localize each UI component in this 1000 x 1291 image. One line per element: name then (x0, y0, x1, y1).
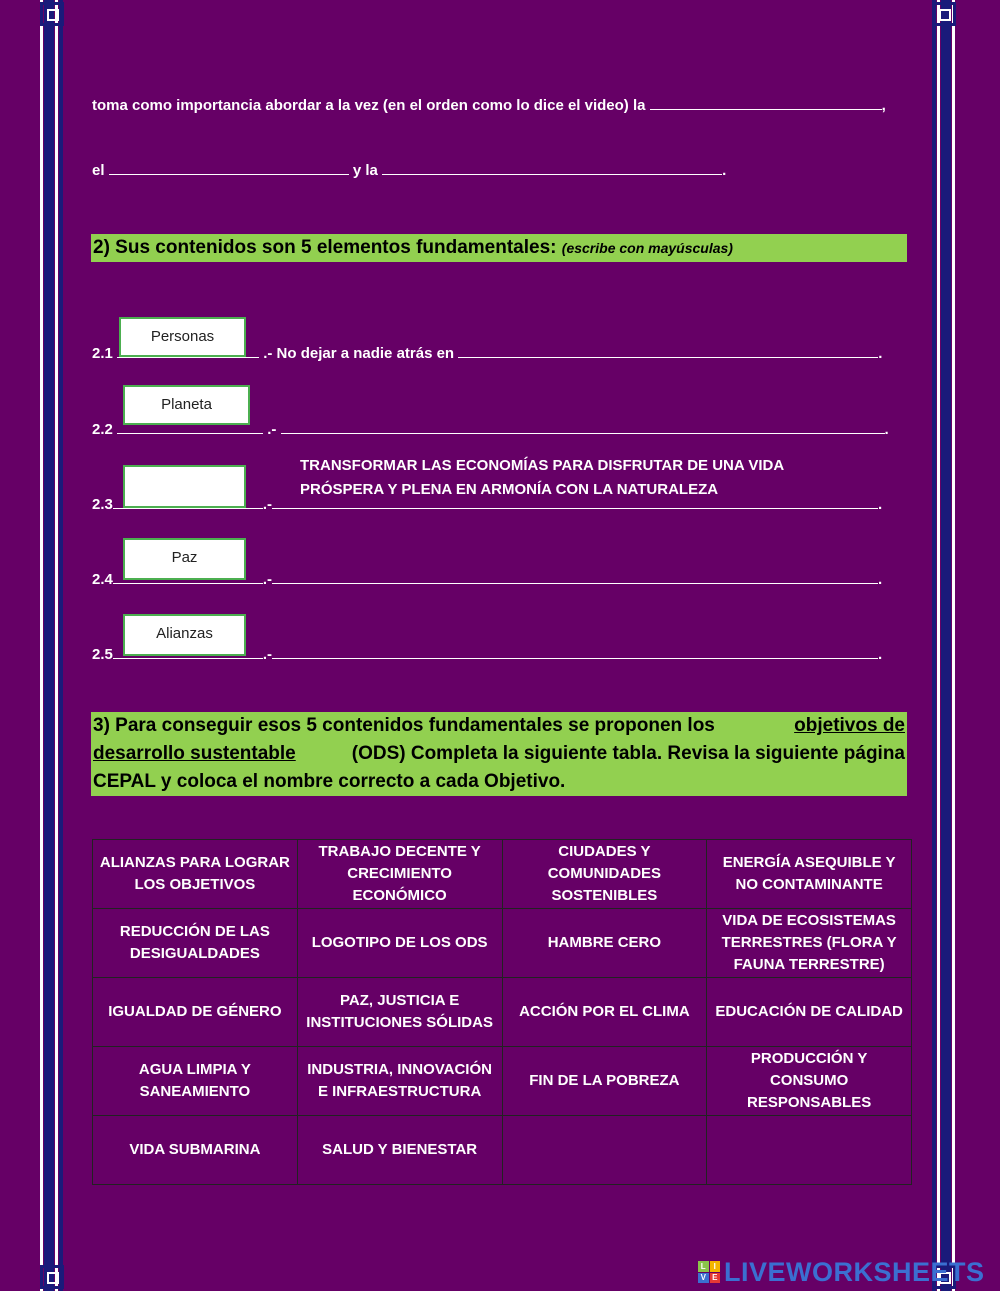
answer-box-2-5[interactable]: Alianzas (123, 614, 246, 656)
instruction-text: (ODS) Completa la siguiente tabla. Revisa la siguiente página (351, 743, 905, 764)
fill-blank (117, 419, 263, 434)
intro-text: y la (352, 162, 378, 179)
punctuation: . (878, 345, 883, 362)
item-2-1 (92, 343, 882, 362)
intro-text: toma como importancia abordar a la vez (en el orden como lo dice el video) la (92, 97, 646, 114)
fill-blank[interactable] (272, 569, 878, 584)
section-title-text: 2) Sus contenidos son 5 elementos fundamentales: (93, 237, 557, 258)
item-number: 2.5 (92, 646, 113, 663)
table-cell[interactable] (707, 1116, 912, 1185)
table-cell: VIDA DE ECOSISTEMAS TERRESTRES (FLORA Y FAUNA TERRESTRE) (707, 909, 912, 978)
fill-blank[interactable] (458, 343, 878, 358)
fill-blank[interactable] (650, 95, 882, 110)
item-2-5 (92, 644, 882, 663)
section-3-line-3: CEPAL y coloca el nombre correcto a cada Objetivo. (93, 771, 566, 792)
underlined-term: desarrollo sustentable (93, 743, 296, 764)
table-cell: EDUCACIÓN DE CALIDAD (707, 978, 912, 1047)
intro-line-2 (92, 160, 726, 179)
table-row (93, 840, 912, 909)
table-row (93, 978, 912, 1047)
table-cell: IGUALDAD DE GÉNERO (93, 978, 298, 1047)
section-3-line-2 (93, 740, 905, 768)
table-row (93, 1047, 912, 1116)
badge-letter: I (710, 1261, 721, 1272)
item-separator: .- (262, 496, 273, 513)
ods-table (92, 839, 912, 1185)
table-cell: CIUDADES Y COMUNIDADES SOSTENIBLES (502, 840, 707, 909)
fill-blank (113, 644, 263, 659)
table-row (93, 1116, 912, 1185)
item-separator: .- (262, 646, 273, 663)
item-2-3-description-1: TRANSFORMAR LAS ECONOMÍAS PARA DISFRUTAR DE UNA VIDA (300, 457, 785, 474)
instruction-text: 3) Para conseguir esos 5 contenidos fundamentales se proponen los (93, 715, 715, 736)
table-cell: REDUCCIÓN DE LAS DESIGUALDADES (93, 909, 298, 978)
liveworksheets-logo[interactable] (698, 1256, 985, 1287)
corner-ornament (932, 2, 956, 26)
item-number: 2.3 (92, 496, 113, 513)
fill-blank (117, 343, 259, 358)
punctuation: . (878, 496, 883, 513)
table-cell: VIDA SUBMARINA (93, 1116, 298, 1185)
table-cell: PRODUCCIÓN Y CONSUMO RESPONSABLES (707, 1047, 912, 1116)
underlined-term: objetivos de (794, 715, 905, 736)
table-cell: ACCIÓN POR EL CLIMA (502, 978, 707, 1047)
table-cell: INDUSTRIA, INNOVACIÓN E INFRAESTRUCTURA (297, 1047, 502, 1116)
corner-ornament (40, 2, 64, 26)
table-cell: ALIANZAS PARA LOGRAR LOS OBJETIVOS (93, 840, 298, 909)
section-3-instructions (91, 712, 907, 796)
item-2-2 (92, 419, 889, 438)
badge-letter: E (710, 1273, 721, 1284)
corner-ornament (40, 1265, 64, 1289)
item-2-4 (92, 569, 882, 588)
fill-blank[interactable] (281, 419, 885, 434)
left-page-border (40, 0, 70, 1291)
table-cell: TRABAJO DECENTE Y CRECIMIENTO ECONÓMICO (297, 840, 502, 909)
punctuation: . (884, 421, 889, 438)
table-cell[interactable] (502, 1116, 707, 1185)
table-cell: ENERGÍA ASEQUIBLE Y NO CONTAMINANTE (707, 840, 912, 909)
item-number: 2.1 (92, 345, 113, 362)
badge-letter: V (698, 1273, 709, 1284)
table-row (93, 909, 912, 978)
punctuation: , (881, 97, 886, 114)
table-cell: FIN DE LA POBREZA (502, 1047, 707, 1116)
section-2-title (91, 234, 907, 262)
table-cell: PAZ, JUSTICIA E INSTITUCIONES SÓLIDAS (297, 978, 502, 1047)
punctuation: . (878, 571, 883, 588)
item-2-3 (92, 494, 882, 513)
table-cell: LOGOTIPO DE LOS ODS (297, 909, 502, 978)
answer-box-2-4[interactable]: Paz (123, 538, 246, 580)
fill-blank (113, 569, 263, 584)
intro-line-1 (92, 95, 886, 114)
right-page-border (928, 0, 960, 1291)
item-separator: .- (262, 571, 273, 588)
item-2-3-description-2: PRÓSPERA Y PLENA EN ARMONÍA CON LA NATURALEZA (300, 481, 719, 498)
answer-box-2-2[interactable]: Planeta (123, 385, 250, 425)
answer-box-2-1[interactable]: Personas (119, 317, 246, 357)
item-number: 2.4 (92, 571, 113, 588)
fill-blank[interactable] (272, 644, 878, 659)
item-separator: .- No dejar a nadie atrás en (259, 345, 455, 362)
fill-blank (113, 494, 263, 509)
section-note: (escribe con mayúsculas) (561, 240, 733, 256)
fill-blank[interactable] (382, 160, 722, 175)
item-number: 2.2 (92, 421, 113, 438)
table-cell: AGUA LIMPIA Y SANEAMIENTO (93, 1047, 298, 1116)
punctuation: . (722, 162, 727, 179)
logo-text: LIVEWORKSHEETS (724, 1256, 985, 1287)
fill-blank[interactable] (109, 160, 349, 175)
badge-letter: L (698, 1261, 709, 1272)
item-separator: .- (263, 421, 277, 438)
table-cell: SALUD Y BIENESTAR (297, 1116, 502, 1185)
intro-text: el (92, 162, 105, 179)
punctuation: . (878, 646, 883, 663)
logo-badge-icon (698, 1261, 720, 1283)
section-3-line-1 (93, 712, 905, 740)
fill-blank (272, 494, 878, 509)
table-cell: HAMBRE CERO (502, 909, 707, 978)
